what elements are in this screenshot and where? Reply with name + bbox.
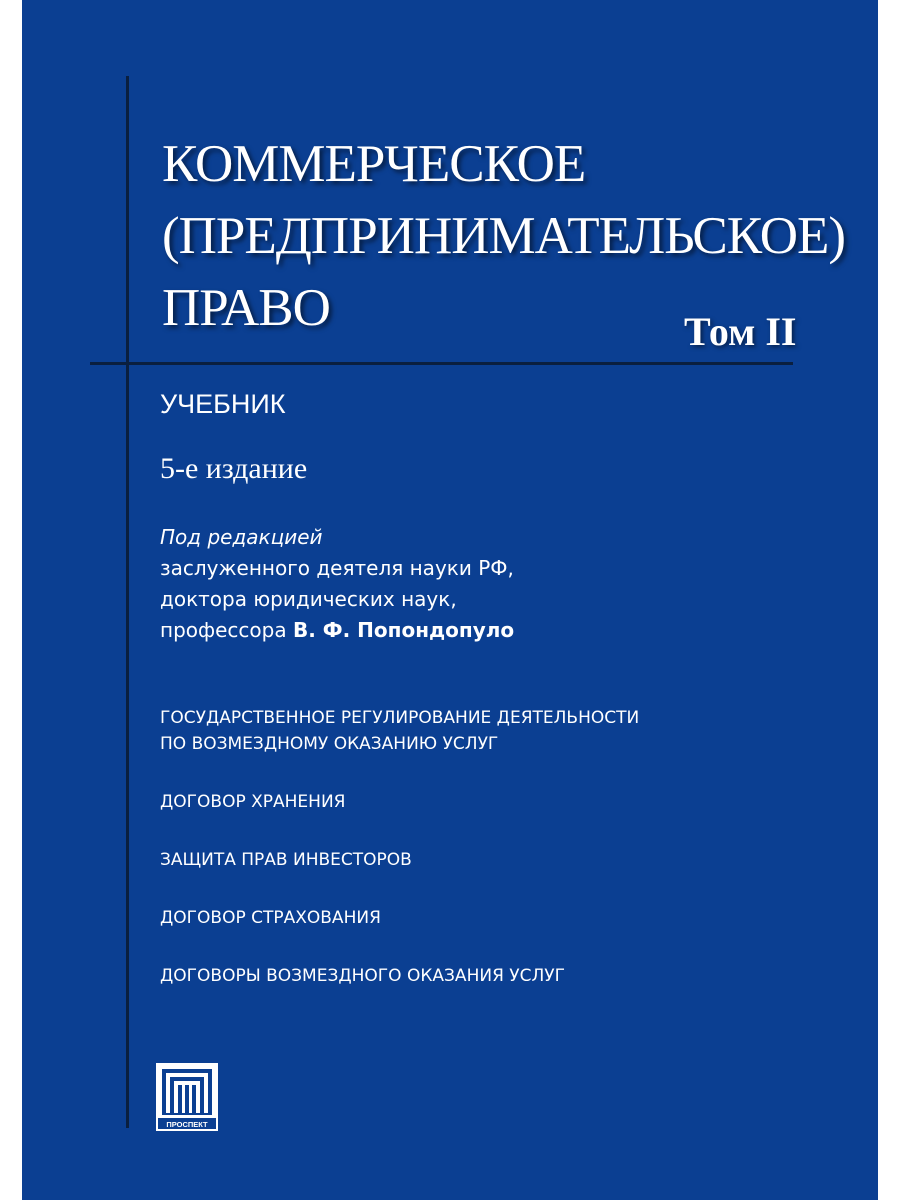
topic-line: ГОСУДАРСТВЕННОЕ РЕГУЛИРОВАНИЕ ДЕЯТЕЛЬНОСТИ bbox=[160, 708, 640, 728]
publisher-name: ПРОСПЕКТ bbox=[166, 1120, 208, 1129]
title-line: КОММЕРЧЕСКОЕ bbox=[162, 135, 586, 193]
book-cover bbox=[22, 0, 878, 1200]
topic-item bbox=[160, 789, 639, 815]
topic-item bbox=[160, 705, 639, 757]
editor-credential: заслуженного деятеля науки РФ, bbox=[160, 556, 514, 580]
topic-line: ДОГОВОР СТРАХОВАНИЯ bbox=[160, 908, 381, 928]
editor-title: профессора bbox=[160, 618, 287, 642]
topic-item bbox=[160, 847, 639, 873]
book-type: УЧЕБНИК bbox=[160, 389, 286, 419]
topic-item bbox=[160, 905, 639, 931]
vertical-rule bbox=[126, 76, 129, 1128]
horizontal-rule bbox=[90, 362, 793, 365]
topics-list bbox=[160, 705, 639, 1021]
editor-block bbox=[160, 522, 514, 646]
volume-label: Том II bbox=[684, 309, 797, 354]
topic-item bbox=[160, 963, 639, 989]
topic-line: ДОГОВОРЫ ВОЗМЕЗДНОГО ОКАЗАНИЯ УСЛУГ bbox=[160, 966, 566, 986]
title-line: ПРАВО bbox=[162, 279, 330, 337]
title-line: (ПРЕДПРИНИМАТЕЛЬСКОЕ) bbox=[162, 207, 846, 265]
editor-intro: Под редакцией bbox=[160, 525, 323, 549]
topic-line: ДОГОВОР ХРАНЕНИЯ bbox=[160, 792, 346, 812]
edition-label: 5-е издание bbox=[160, 452, 308, 485]
editor-name: В. Ф. Попондопуло bbox=[292, 618, 515, 642]
publisher-building-icon bbox=[156, 1063, 218, 1131]
editor-name-line bbox=[160, 615, 514, 646]
topic-line: ПО ВОЗМЕЗДНОМУ ОКАЗАНИЮ УСЛУГ bbox=[160, 734, 499, 754]
editor-credential: доктора юридических наук, bbox=[160, 587, 457, 611]
topic-line: ЗАЩИТА ПРАВ ИНВЕСТОРОВ bbox=[160, 850, 412, 870]
